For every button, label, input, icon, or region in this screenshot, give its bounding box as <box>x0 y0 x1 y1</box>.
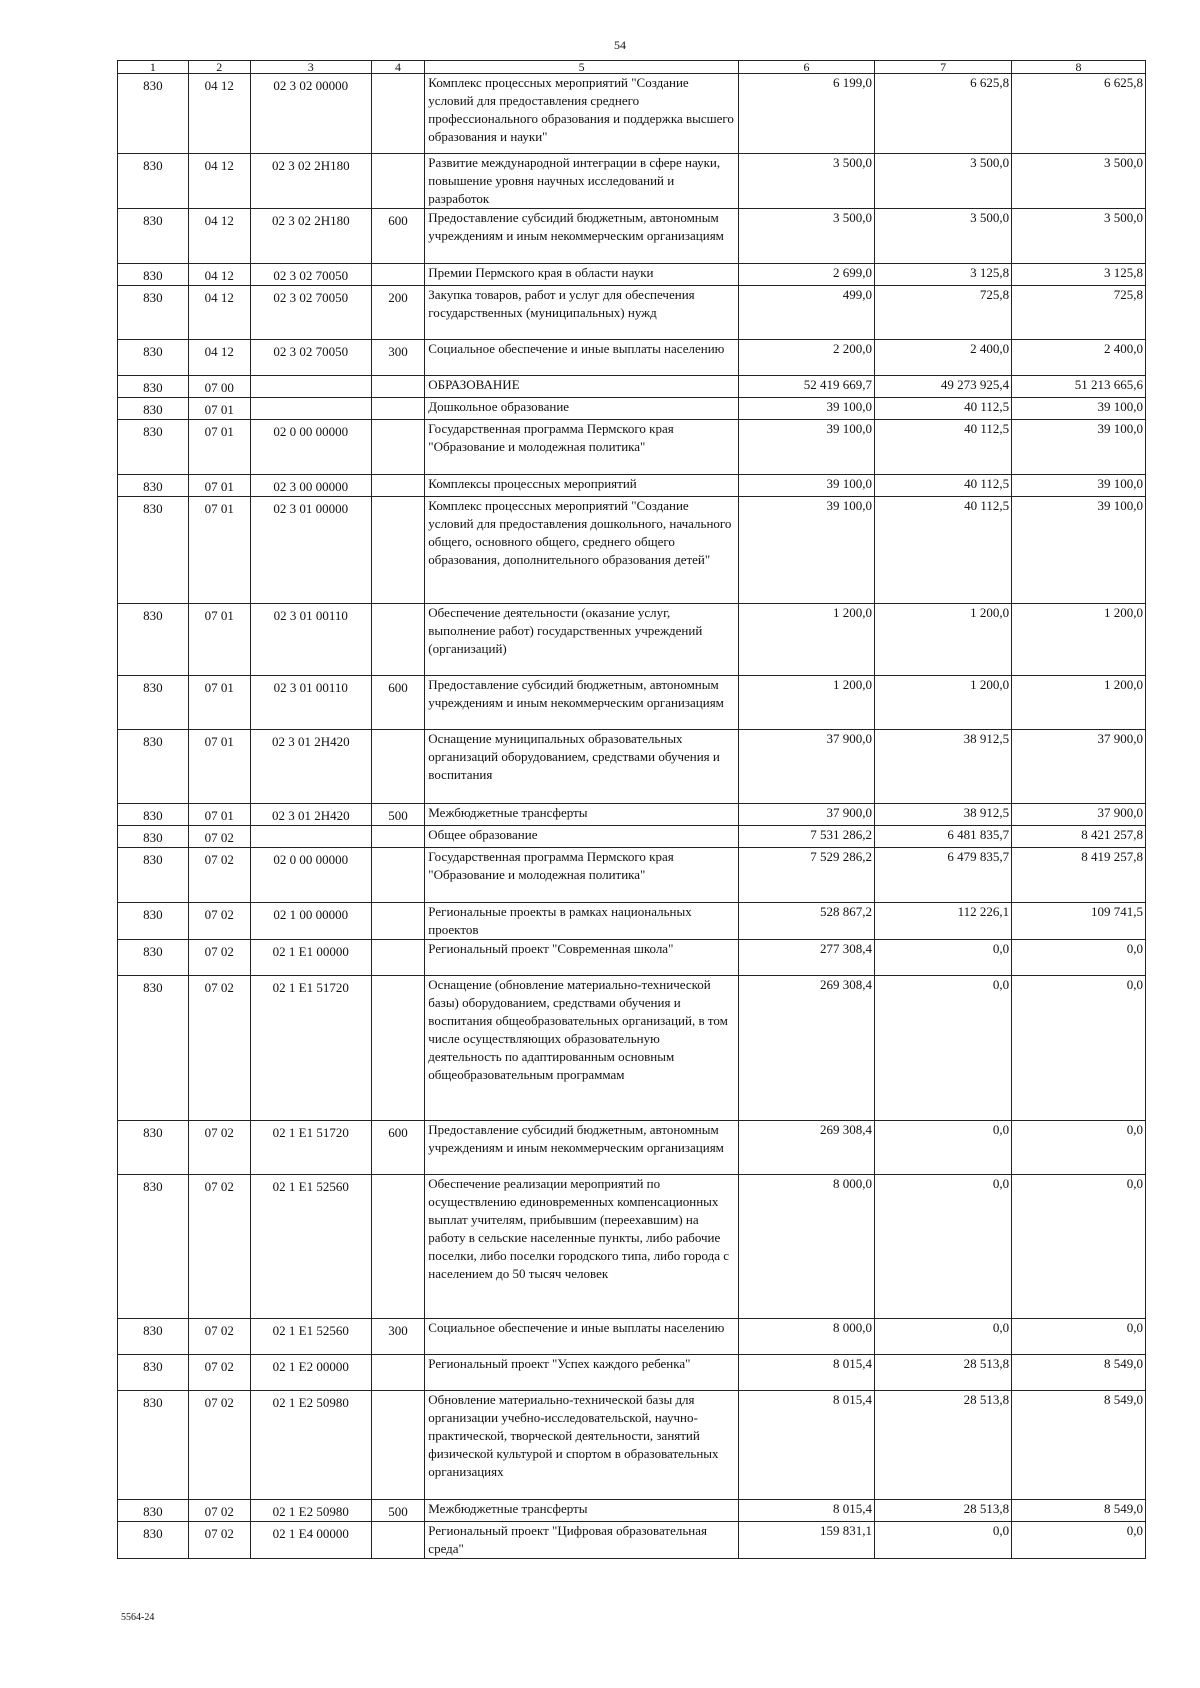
amount-year3-cell: 3 500,0 <box>1012 209 1146 264</box>
amount-year3-cell: 51 213 665,6 <box>1012 376 1146 398</box>
table-row <box>118 1391 1146 1500</box>
description-cell: Социальное обеспечение и иные выплаты населению <box>425 1319 739 1355</box>
page-number: 54 <box>614 38 626 52</box>
table-row <box>118 475 1146 497</box>
section-code-cell: 07 02 <box>188 826 250 848</box>
amount-year1-cell: 7 531 286,2 <box>739 826 875 848</box>
amount-year3-cell: 8 549,0 <box>1012 1355 1146 1391</box>
table-row <box>118 286 1146 340</box>
ministry-code-cell: 830 <box>118 1175 189 1319</box>
section-code-cell: 04 12 <box>188 340 250 376</box>
amount-year3-cell: 3 125,8 <box>1012 264 1146 286</box>
ministry-code-cell: 830 <box>118 804 189 826</box>
expense-type-cell <box>371 398 425 420</box>
amount-year2-cell: 3 500,0 <box>875 209 1012 264</box>
amount-year3-cell: 0,0 <box>1012 1121 1146 1175</box>
section-code-cell: 07 01 <box>188 804 250 826</box>
amount-year2-cell: 6 479 835,7 <box>875 848 1012 903</box>
table-row <box>118 154 1146 209</box>
expense-type-cell: 500 <box>371 1500 425 1522</box>
table-row <box>118 1500 1146 1522</box>
amount-year3-cell: 39 100,0 <box>1012 398 1146 420</box>
target-article-cell: 02 3 02 2Н180 <box>250 154 371 209</box>
amount-year2-cell: 3 125,8 <box>875 264 1012 286</box>
target-article-cell: 02 1 Е2 50980 <box>250 1500 371 1522</box>
amount-year1-cell: 39 100,0 <box>739 475 875 497</box>
target-article-cell: 02 0 00 00000 <box>250 848 371 903</box>
expense-type-cell <box>371 1391 425 1500</box>
ministry-code-cell: 830 <box>118 940 189 976</box>
target-article-cell: 02 1 Е1 52560 <box>250 1319 371 1355</box>
amount-year3-cell: 8 549,0 <box>1012 1391 1146 1500</box>
table-row <box>118 209 1146 264</box>
expense-type-cell <box>371 1522 425 1559</box>
amount-year2-cell: 1 200,0 <box>875 604 1012 676</box>
amount-year3-cell: 725,8 <box>1012 286 1146 340</box>
target-article-cell: 02 3 02 70050 <box>250 286 371 340</box>
description-cell: Развитие международной интеграции в сфере науки, повышение уровня научных исследований и разработок <box>425 154 739 209</box>
ministry-code-cell: 830 <box>118 376 189 398</box>
amount-year1-cell: 1 200,0 <box>739 604 875 676</box>
target-article-cell <box>250 398 371 420</box>
expense-type-cell <box>371 1355 425 1391</box>
amount-year2-cell: 112 226,1 <box>875 903 1012 940</box>
amount-year1-cell: 269 308,4 <box>739 976 875 1121</box>
amount-year1-cell: 1 200,0 <box>739 676 875 730</box>
expense-type-cell <box>371 903 425 940</box>
description-cell: Межбюджетные трансферты <box>425 804 739 826</box>
section-code-cell: 07 00 <box>188 376 250 398</box>
expense-type-cell <box>371 730 425 804</box>
amount-year3-cell: 0,0 <box>1012 1319 1146 1355</box>
section-code-cell: 07 02 <box>188 1500 250 1522</box>
target-article-cell <box>250 376 371 398</box>
amount-year2-cell: 38 912,5 <box>875 804 1012 826</box>
table-row <box>118 420 1146 475</box>
amount-year2-cell: 38 912,5 <box>875 730 1012 804</box>
target-article-cell: 02 3 01 2Н420 <box>250 730 371 804</box>
amount-year2-cell: 40 112,5 <box>875 475 1012 497</box>
section-code-cell: 04 12 <box>188 264 250 286</box>
amount-year3-cell: 39 100,0 <box>1012 420 1146 475</box>
amount-year1-cell: 528 867,2 <box>739 903 875 940</box>
amount-year2-cell: 28 513,8 <box>875 1500 1012 1522</box>
description-cell: Региональный проект "Успех каждого ребенка" <box>425 1355 739 1391</box>
column-number-header: 3 <box>250 61 371 74</box>
target-article-cell: 02 3 01 00110 <box>250 604 371 676</box>
description-cell: Дошкольное образование <box>425 398 739 420</box>
table-row <box>118 676 1146 730</box>
target-article-cell: 02 0 00 00000 <box>250 420 371 475</box>
amount-year3-cell: 3 500,0 <box>1012 154 1146 209</box>
target-article-cell: 02 1 Е4 00000 <box>250 1522 371 1559</box>
amount-year3-cell: 0,0 <box>1012 976 1146 1121</box>
table-row <box>118 1319 1146 1355</box>
target-article-cell: 02 3 01 00000 <box>250 497 371 604</box>
table-row <box>118 940 1146 976</box>
expense-type-cell <box>371 497 425 604</box>
amount-year1-cell: 2 699,0 <box>739 264 875 286</box>
table-row <box>118 376 1146 398</box>
expense-type-cell: 600 <box>371 676 425 730</box>
amount-year1-cell: 39 100,0 <box>739 420 875 475</box>
amount-year3-cell: 8 549,0 <box>1012 1500 1146 1522</box>
target-article-cell: 02 1 00 00000 <box>250 903 371 940</box>
ministry-code-cell: 830 <box>118 1522 189 1559</box>
amount-year2-cell: 6 481 835,7 <box>875 826 1012 848</box>
table-row <box>118 1355 1146 1391</box>
document-code: 5564-24 <box>121 1612 155 1623</box>
amount-year3-cell: 1 200,0 <box>1012 676 1146 730</box>
target-article-cell: 02 1 Е1 52560 <box>250 1175 371 1319</box>
table-row <box>118 497 1146 604</box>
amount-year3-cell: 8 419 257,8 <box>1012 848 1146 903</box>
target-article-cell: 02 3 02 70050 <box>250 264 371 286</box>
description-cell: Межбюджетные трансферты <box>425 1500 739 1522</box>
expense-type-cell <box>371 74 425 154</box>
ministry-code-cell: 830 <box>118 209 189 264</box>
header-row <box>118 61 1146 74</box>
section-code-cell: 07 02 <box>188 1355 250 1391</box>
description-cell: Обеспечение деятельности (оказание услуг, выполнение работ) государственных учреждений (организаций) <box>425 604 739 676</box>
expense-type-cell <box>371 154 425 209</box>
section-code-cell: 07 02 <box>188 848 250 903</box>
amount-year1-cell: 8 015,4 <box>739 1391 875 1500</box>
section-code-cell: 07 02 <box>188 940 250 976</box>
section-code-cell: 07 02 <box>188 903 250 940</box>
amount-year2-cell: 0,0 <box>875 976 1012 1121</box>
amount-year3-cell: 0,0 <box>1012 1175 1146 1319</box>
target-article-cell: 02 1 Е2 50980 <box>250 1391 371 1500</box>
expense-type-cell <box>371 1175 425 1319</box>
amount-year3-cell: 8 421 257,8 <box>1012 826 1146 848</box>
target-article-cell: 02 3 01 2Н420 <box>250 804 371 826</box>
section-code-cell: 07 02 <box>188 1319 250 1355</box>
target-article-cell <box>250 826 371 848</box>
column-number-header: 8 <box>1012 61 1146 74</box>
table-row <box>118 604 1146 676</box>
column-number-header: 2 <box>188 61 250 74</box>
ministry-code-cell: 830 <box>118 976 189 1121</box>
table-row <box>118 826 1146 848</box>
amount-year2-cell: 28 513,8 <box>875 1355 1012 1391</box>
section-code-cell: 04 12 <box>188 74 250 154</box>
amount-year2-cell: 0,0 <box>875 1319 1012 1355</box>
description-cell: Обновление материально-технической базы для организации учебно-исследовательской, научно-практической, творческой деятельности, занятий физической культурой и спортом в образовательных организациях <box>425 1391 739 1500</box>
ministry-code-cell: 830 <box>118 340 189 376</box>
expense-type-cell <box>371 848 425 903</box>
expense-type-cell: 500 <box>371 804 425 826</box>
ministry-code-cell: 830 <box>118 286 189 340</box>
description-cell: Государственная программа Пермского края "Образование и молодежная политика" <box>425 420 739 475</box>
amount-year1-cell: 39 100,0 <box>739 497 875 604</box>
ministry-code-cell: 830 <box>118 730 189 804</box>
target-article-cell: 02 1 Е1 51720 <box>250 976 371 1121</box>
amount-year1-cell: 7 529 286,2 <box>739 848 875 903</box>
amount-year3-cell: 0,0 <box>1012 940 1146 976</box>
ministry-code-cell: 830 <box>118 497 189 604</box>
ministry-code-cell: 830 <box>118 1121 189 1175</box>
description-cell: Оснащение (обновление материально-технической базы) оборудованием, средствами обучения и воспитания общеобразовательных организаций, в том числе осуществляющих образовательную деятельность по адаптированным основным общеобразовательным программам <box>425 976 739 1121</box>
amount-year1-cell: 3 500,0 <box>739 209 875 264</box>
column-number-header: 5 <box>425 61 739 74</box>
description-cell: Комплексы процессных мероприятий <box>425 475 739 497</box>
table-row <box>118 1121 1146 1175</box>
amount-year3-cell: 0,0 <box>1012 1522 1146 1559</box>
expense-type-cell: 600 <box>371 1121 425 1175</box>
target-article-cell: 02 3 00 00000 <box>250 475 371 497</box>
description-cell: Обеспечение реализации мероприятий по осуществлению единовременных компенсационных выплат учителям, прибывшим (переехавшим) на работу в сельские населенные пункты, либо рабочие поселки, либо поселки городского типа, либо города с населением до 50 тысяч человек <box>425 1175 739 1319</box>
description-cell: Предоставление субсидий бюджетным, автономным учреждениям и иным некоммерческим организациям <box>425 209 739 264</box>
expense-type-cell: 300 <box>371 340 425 376</box>
table-row <box>118 74 1146 154</box>
target-article-cell: 02 1 Е1 51720 <box>250 1121 371 1175</box>
expense-type-cell: 300 <box>371 1319 425 1355</box>
table-row <box>118 730 1146 804</box>
amount-year2-cell: 2 400,0 <box>875 340 1012 376</box>
section-code-cell: 07 02 <box>188 1121 250 1175</box>
section-code-cell: 07 01 <box>188 676 250 730</box>
description-cell: Региональные проекты в рамках национальных проектов <box>425 903 739 940</box>
target-article-cell: 02 1 Е2 00000 <box>250 1355 371 1391</box>
expense-type-cell: 200 <box>371 286 425 340</box>
amount-year1-cell: 499,0 <box>739 286 875 340</box>
table-row <box>118 1175 1146 1319</box>
target-article-cell: 02 3 02 2Н180 <box>250 209 371 264</box>
section-code-cell: 04 12 <box>188 286 250 340</box>
ministry-code-cell: 830 <box>118 264 189 286</box>
expense-type-cell <box>371 940 425 976</box>
description-cell: Предоставление субсидий бюджетным, автономным учреждениям и иным некоммерческим организациям <box>425 1121 739 1175</box>
description-cell: Оснащение муниципальных образовательных организаций оборудованием, средствами обучения и воспитания <box>425 730 739 804</box>
description-cell: Предоставление субсидий бюджетным, автономным учреждениям и иным некоммерческим организациям <box>425 676 739 730</box>
column-number-header: 7 <box>875 61 1012 74</box>
column-number-header: 4 <box>371 61 425 74</box>
expense-type-cell <box>371 420 425 475</box>
section-code-cell: 04 12 <box>188 154 250 209</box>
column-number-header: 1 <box>118 61 189 74</box>
ministry-code-cell: 830 <box>118 848 189 903</box>
description-cell: Социальное обеспечение и иные выплаты населению <box>425 340 739 376</box>
amount-year2-cell: 0,0 <box>875 940 1012 976</box>
section-code-cell: 07 02 <box>188 1391 250 1500</box>
amount-year1-cell: 269 308,4 <box>739 1121 875 1175</box>
description-cell: Комплекс процессных мероприятий "Создание условий для предоставления дошкольного, начального общего, основного общего, среднего общего образования, дополнительного образования детей" <box>425 497 739 604</box>
section-code-cell: 07 01 <box>188 730 250 804</box>
target-article-cell: 02 3 01 00110 <box>250 676 371 730</box>
amount-year2-cell: 49 273 925,4 <box>875 376 1012 398</box>
amount-year2-cell: 28 513,8 <box>875 1391 1012 1500</box>
ministry-code-cell: 830 <box>118 826 189 848</box>
section-code-cell: 07 01 <box>188 398 250 420</box>
target-article-cell: 02 3 02 00000 <box>250 74 371 154</box>
amount-year3-cell: 6 625,8 <box>1012 74 1146 154</box>
ministry-code-cell: 830 <box>118 676 189 730</box>
ministry-code-cell: 830 <box>118 420 189 475</box>
section-code-cell: 07 01 <box>188 475 250 497</box>
description-cell: Закупка товаров, работ и услуг для обеспечения государственных (муниципальных) нужд <box>425 286 739 340</box>
table-row <box>118 804 1146 826</box>
section-code-cell: 04 12 <box>188 209 250 264</box>
ministry-code-cell: 830 <box>118 398 189 420</box>
amount-year3-cell: 2 400,0 <box>1012 340 1146 376</box>
ministry-code-cell: 830 <box>118 1319 189 1355</box>
amount-year2-cell: 6 625,8 <box>875 74 1012 154</box>
amount-year1-cell: 2 200,0 <box>739 340 875 376</box>
amount-year2-cell: 40 112,5 <box>875 398 1012 420</box>
description-cell: Государственная программа Пермского края "Образование и молодежная политика" <box>425 848 739 903</box>
section-code-cell: 07 02 <box>188 1175 250 1319</box>
expense-type-cell <box>371 376 425 398</box>
ministry-code-cell: 830 <box>118 475 189 497</box>
target-article-cell: 02 1 Е1 00000 <box>250 940 371 976</box>
amount-year1-cell: 8 000,0 <box>739 1175 875 1319</box>
amount-year2-cell: 1 200,0 <box>875 676 1012 730</box>
section-code-cell: 07 01 <box>188 420 250 475</box>
amount-year1-cell: 37 900,0 <box>739 804 875 826</box>
ministry-code-cell: 830 <box>118 604 189 676</box>
amount-year1-cell: 6 199,0 <box>739 74 875 154</box>
amount-year2-cell: 725,8 <box>875 286 1012 340</box>
amount-year3-cell: 109 741,5 <box>1012 903 1146 940</box>
table-row <box>118 340 1146 376</box>
table-row <box>118 903 1146 940</box>
amount-year1-cell: 8 015,4 <box>739 1500 875 1522</box>
expense-type-cell <box>371 475 425 497</box>
target-article-cell: 02 3 02 70050 <box>250 340 371 376</box>
amount-year1-cell: 159 831,1 <box>739 1522 875 1559</box>
amount-year1-cell: 277 308,4 <box>739 940 875 976</box>
amount-year2-cell: 40 112,5 <box>875 420 1012 475</box>
amount-year3-cell: 37 900,0 <box>1012 804 1146 826</box>
amount-year2-cell: 3 500,0 <box>875 154 1012 209</box>
amount-year2-cell: 0,0 <box>875 1121 1012 1175</box>
table-row <box>118 264 1146 286</box>
table-row <box>118 1522 1146 1559</box>
ministry-code-cell: 830 <box>118 154 189 209</box>
amount-year1-cell: 8 000,0 <box>739 1319 875 1355</box>
amount-year1-cell: 3 500,0 <box>739 154 875 209</box>
table-row <box>118 398 1146 420</box>
amount-year2-cell: 0,0 <box>875 1175 1012 1319</box>
table-row <box>118 848 1146 903</box>
section-code-cell: 07 02 <box>188 976 250 1121</box>
amount-year3-cell: 39 100,0 <box>1012 497 1146 604</box>
ministry-code-cell: 830 <box>118 903 189 940</box>
ministry-code-cell: 830 <box>118 1355 189 1391</box>
description-cell: Региональный проект "Цифровая образовательная среда" <box>425 1522 739 1559</box>
amount-year2-cell: 0,0 <box>875 1522 1012 1559</box>
description-cell: Общее образование <box>425 826 739 848</box>
amount-year1-cell: 37 900,0 <box>739 730 875 804</box>
amount-year1-cell: 39 100,0 <box>739 398 875 420</box>
budget-table <box>117 60 1146 1559</box>
column-number-header: 6 <box>739 61 875 74</box>
description-cell: Премии Пермского края в области науки <box>425 264 739 286</box>
ministry-code-cell: 830 <box>118 1500 189 1522</box>
description-cell: Региональный проект "Современная школа" <box>425 940 739 976</box>
amount-year3-cell: 1 200,0 <box>1012 604 1146 676</box>
expense-type-cell <box>371 826 425 848</box>
expense-type-cell <box>371 976 425 1121</box>
description-cell: Комплекс процессных мероприятий "Создание условий для предоставления среднего профессионального образования и поддержка высшего образования и науки" <box>425 74 739 154</box>
amount-year3-cell: 37 900,0 <box>1012 730 1146 804</box>
expense-type-cell <box>371 264 425 286</box>
description-cell: ОБРАЗОВАНИЕ <box>425 376 739 398</box>
amount-year1-cell: 8 015,4 <box>739 1355 875 1391</box>
section-code-cell: 07 01 <box>188 497 250 604</box>
expense-type-cell <box>371 604 425 676</box>
section-code-cell: 07 02 <box>188 1522 250 1559</box>
amount-year3-cell: 39 100,0 <box>1012 475 1146 497</box>
ministry-code-cell: 830 <box>118 74 189 154</box>
table-row <box>118 976 1146 1121</box>
ministry-code-cell: 830 <box>118 1391 189 1500</box>
section-code-cell: 07 01 <box>188 604 250 676</box>
amount-year2-cell: 40 112,5 <box>875 497 1012 604</box>
amount-year1-cell: 52 419 669,7 <box>739 376 875 398</box>
expense-type-cell: 600 <box>371 209 425 264</box>
